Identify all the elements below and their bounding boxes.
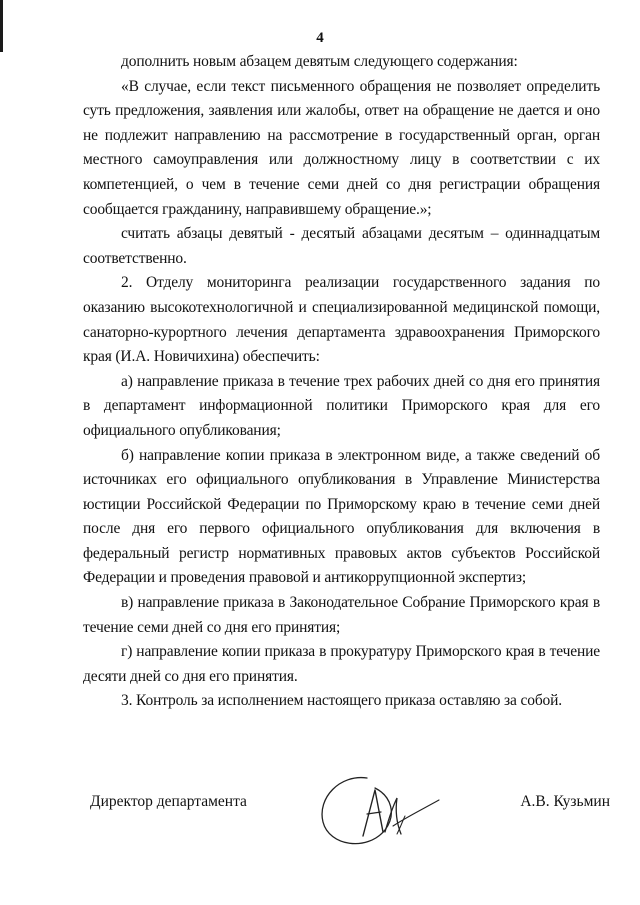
page-number: 4 xyxy=(316,30,324,46)
paragraph-subitem-a: а) направление приказа в течение трех рабочих дней со дня его принятия в департамент информационной политики Приморского края для его официального опубликования; xyxy=(83,372,600,439)
handwritten-signature-icon xyxy=(305,770,445,850)
paragraph-subitem-v: в) направление приказа в Законодательное Собрание Приморского края в течение семи дней со дня его принятия; xyxy=(83,594,600,636)
paragraph-item-2: 2. Отделу мониторинга реализации государственного задания по оказанию высокотехнологичной и специализированной медицинской помощи, санаторно-курортного лечения департамента здравоохранения Приморского края (И.А. Новичихина) обеспечить: xyxy=(83,274,600,366)
paragraph-add-ninth: дополнить новым абзацем девятым следующего содержания: xyxy=(121,53,518,70)
paragraph-subitem-g: г) направление копии приказа в прокуратуру Приморского края в течение десяти дней со дня его принятия. xyxy=(83,643,600,685)
paragraph-renumbering: считать абзацы девятый - десятый абзацами десятым – одиннадцатым соответственно. xyxy=(83,225,600,267)
paragraph-quoted-text: «В случае, если текст письменного обращения не позволяет определить суть предложения, заявления или жалобы, ответ на обращение не дается и оно не подлежит направлению на рассмотрение в государственный орган, орган местного самоуправления или должностному лицу в соответствии с их компетенцией, о чем в течение семи дней со дня регистрации обращения сообщается гражданину, направившему обращение.»; xyxy=(83,77,600,218)
paragraph-item-3: 3. Контроль за исполнением настоящего приказа оставляю за собой. xyxy=(121,692,563,710)
paragraph-subitem-b: б) направление копии приказа в электронном виде, а также сведений об источниках его официального опубликования в Управление Министерства юстиции Российской Федерации по Приморскому краю в течение семи дней после дня его первого официального опубликования для включения в федеральный регистр нормативных правовых актов субъектов Российской Федерации и проведения правовой и антикоррупционной экспертиз; xyxy=(83,446,600,587)
signatory-position: Директор департамента xyxy=(90,793,247,810)
document-body xyxy=(83,50,600,714)
signatory-name: А.В. Кузьмин xyxy=(520,793,610,810)
